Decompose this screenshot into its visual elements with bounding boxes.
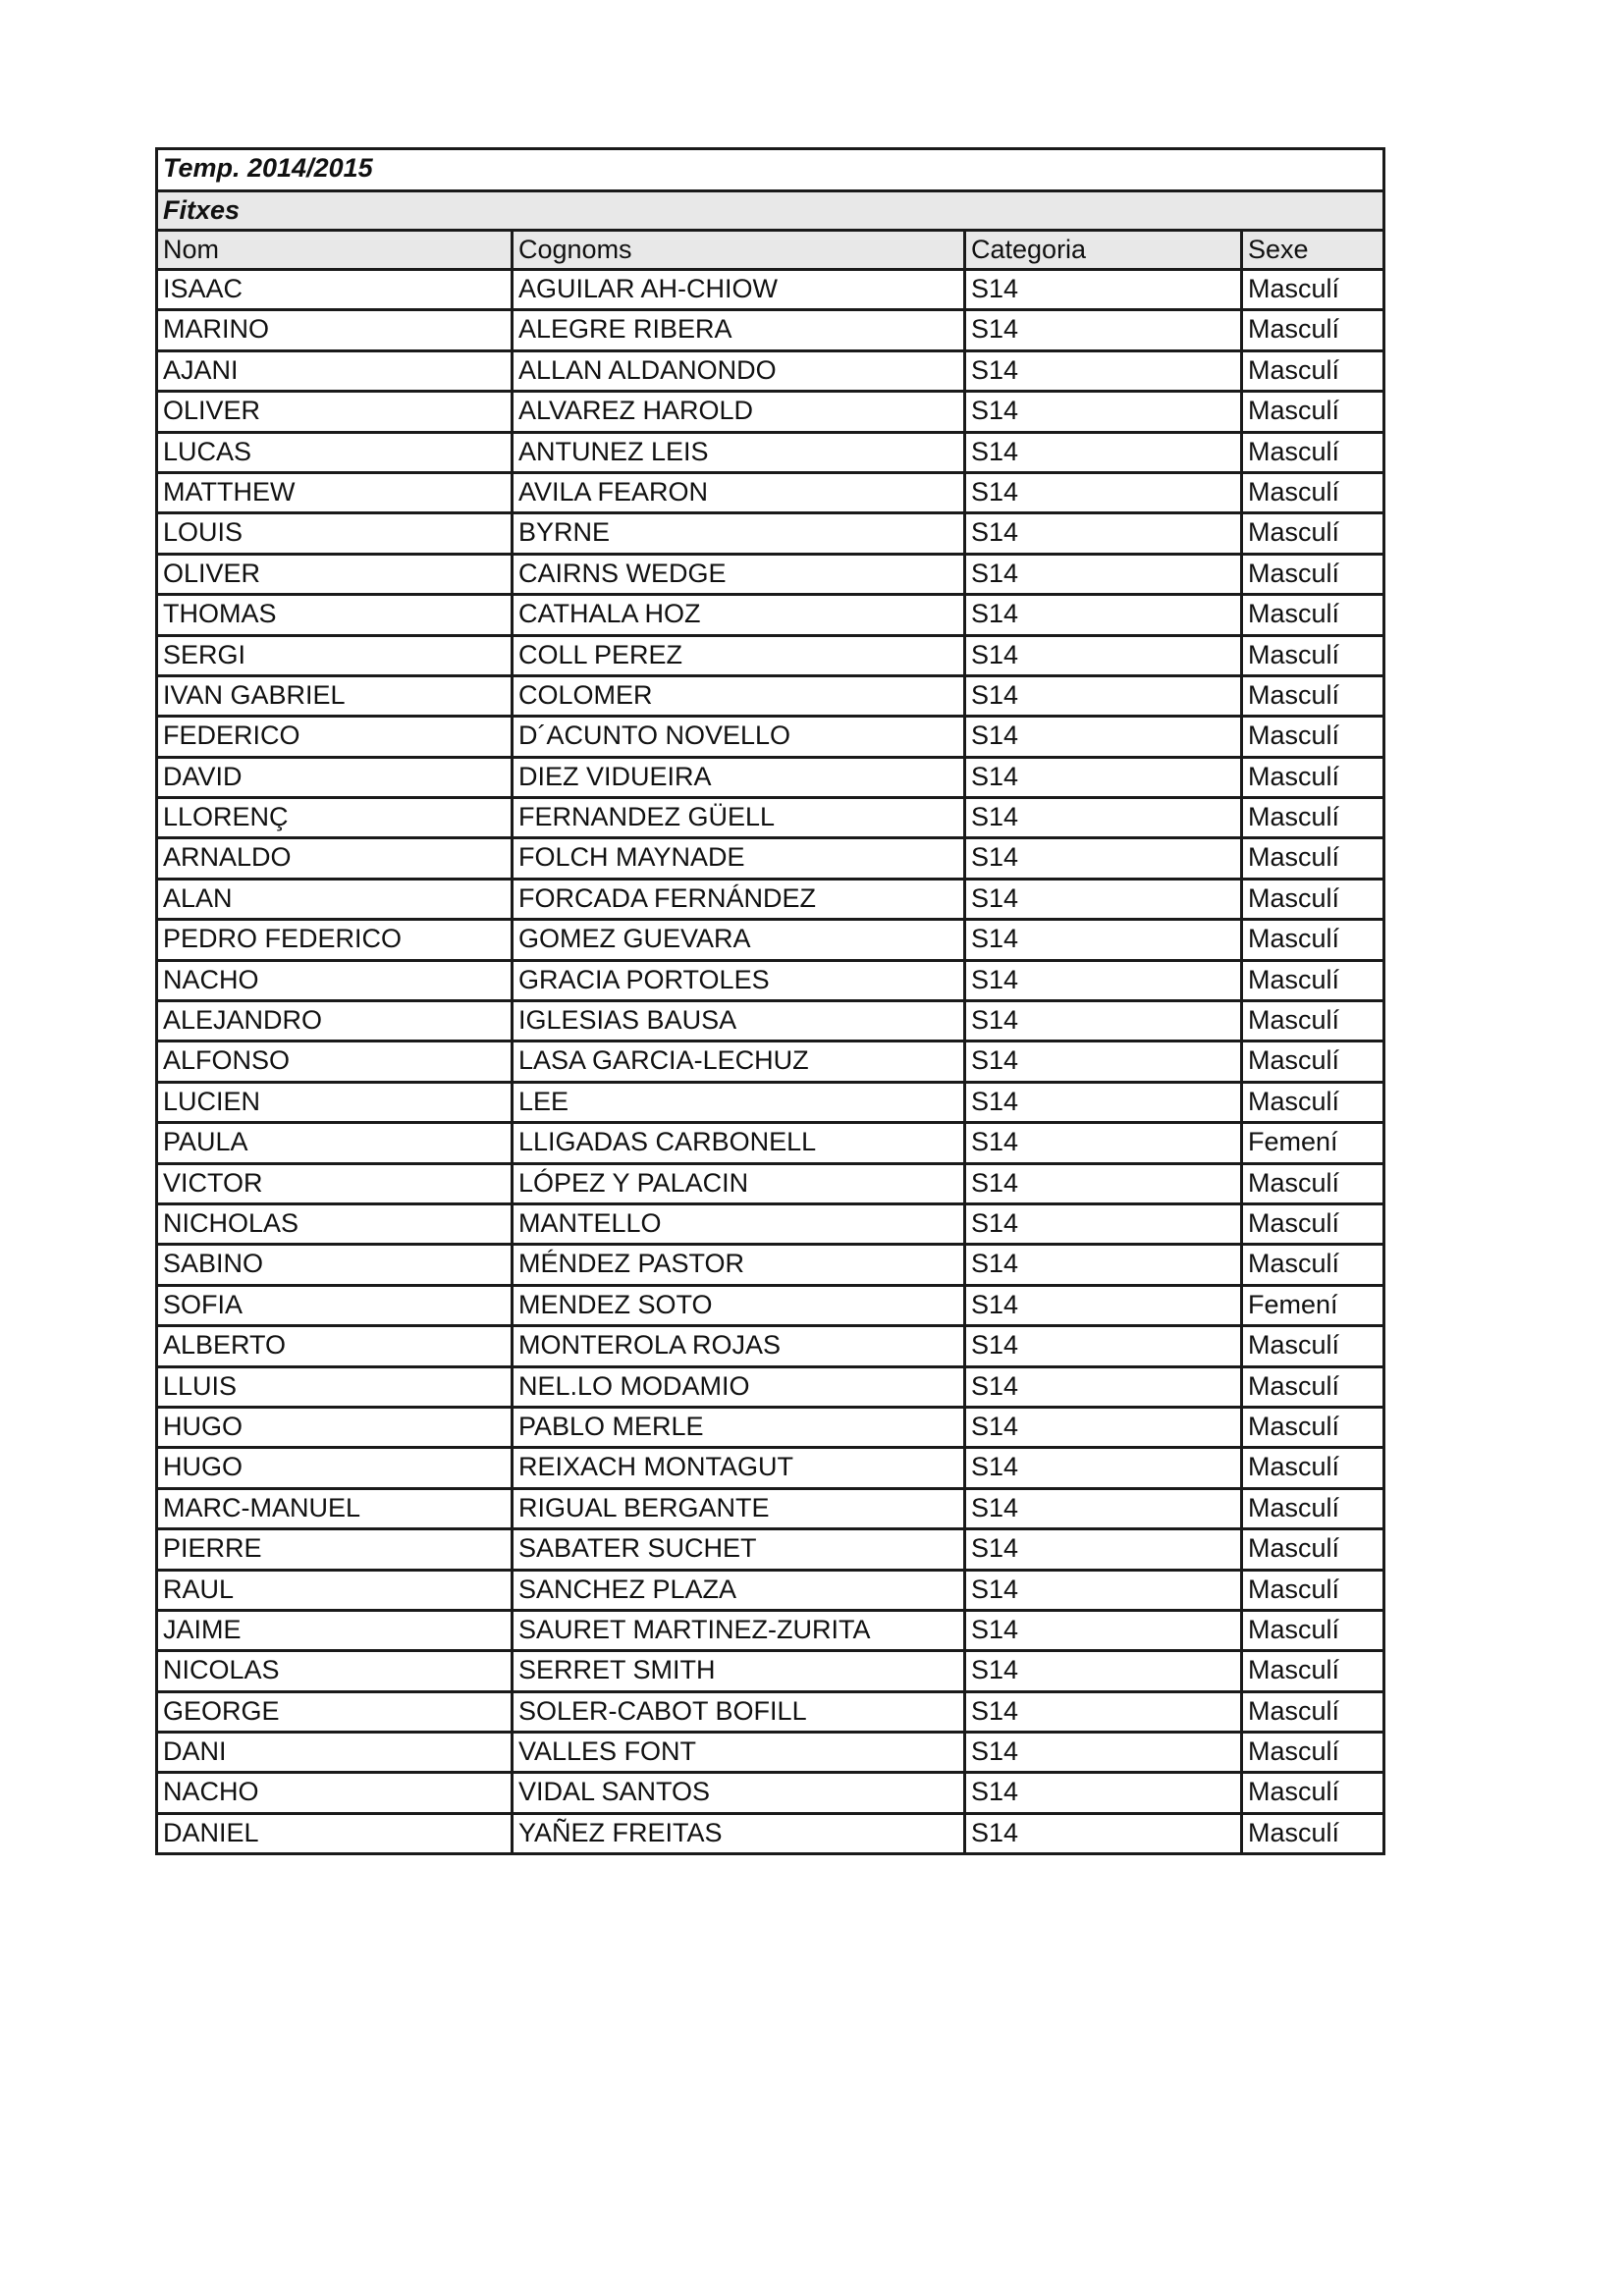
table-row — [158, 1324, 1382, 1364]
cell-sexe: Masculí — [1240, 596, 1382, 633]
cell-nom: OLIVER — [163, 396, 261, 426]
cell-cognoms: LÓPEZ Y PALACIN — [511, 1165, 963, 1202]
cell-nom: PAULA — [163, 1127, 248, 1157]
cell-nom: VICTOR — [163, 1167, 263, 1198]
cell-cognoms: MANTELLO — [511, 1205, 963, 1243]
table-row — [158, 349, 1382, 390]
cell-nom: LLUIS — [163, 1370, 238, 1401]
cell-sexe: Masculí — [1240, 1246, 1382, 1283]
column-header-nom: Nom — [163, 235, 220, 264]
cell-sexe: Masculí — [1240, 434, 1382, 471]
cell-categoria: S14 — [963, 1774, 1240, 1811]
table-row — [158, 308, 1382, 348]
cell-categoria: S14 — [963, 1652, 1240, 1689]
cell-cognoms: LEE — [511, 1084, 963, 1121]
cell-nom: FEDERICO — [163, 721, 300, 751]
cell-categoria: S14 — [963, 1409, 1240, 1446]
cell-sexe: Masculí — [1240, 352, 1382, 390]
cell-sexe: Masculí — [1240, 1612, 1382, 1649]
cell-categoria: S14 — [963, 1002, 1240, 1040]
cell-cognoms: SAURET MARTINEZ-ZURITA — [511, 1612, 963, 1649]
cell-categoria: S14 — [963, 1205, 1240, 1243]
cell-categoria: S14 — [963, 637, 1240, 674]
cell-categoria: S14 — [963, 514, 1240, 552]
table-row — [158, 674, 1382, 715]
cell-categoria: S14 — [963, 1612, 1240, 1649]
table-row — [158, 1040, 1382, 1080]
table-row — [158, 715, 1382, 755]
cell-categoria: S14 — [963, 1327, 1240, 1364]
cell-nom: MARC-MANUEL — [163, 1492, 361, 1522]
table-row — [158, 1527, 1382, 1568]
column-header-categoria: Categoria — [963, 232, 1240, 268]
cell-categoria: S14 — [963, 881, 1240, 918]
cell-cognoms: YAÑEZ FREITAS — [511, 1815, 963, 1852]
table-row — [158, 1243, 1382, 1283]
cell-sexe: Masculí — [1240, 637, 1382, 674]
table-row — [158, 1202, 1382, 1243]
cell-cognoms: GRACIA PORTOLES — [511, 962, 963, 999]
cell-cognoms: LLIGADAS CARBONELL — [511, 1124, 963, 1161]
table-row — [158, 1812, 1382, 1852]
cell-nom: ALBERTO — [163, 1330, 287, 1361]
cell-nom: SOFIA — [163, 1289, 244, 1319]
roster-table — [155, 147, 1385, 1855]
cell-nom: LUCAS — [163, 436, 252, 466]
table-body — [158, 268, 1382, 1852]
title-row — [158, 150, 1382, 189]
cell-sexe: Masculí — [1240, 1815, 1382, 1852]
cell-cognoms: ANTUNEZ LEIS — [511, 434, 963, 471]
table-row — [158, 1569, 1382, 1609]
cell-sexe: Masculí — [1240, 1205, 1382, 1243]
cell-cognoms: SANCHEZ PLAZA — [511, 1572, 963, 1609]
column-header-cognoms: Cognoms — [511, 232, 963, 268]
table-row — [158, 1162, 1382, 1202]
cell-sexe: Masculí — [1240, 311, 1382, 348]
table-row — [158, 1406, 1382, 1446]
cell-sexe: Masculí — [1240, 556, 1382, 593]
table-row — [158, 878, 1382, 918]
cell-nom: SABINO — [163, 1249, 264, 1279]
cell-categoria: S14 — [963, 1084, 1240, 1121]
cell-nom: DANI — [163, 1736, 227, 1767]
cell-cognoms: NEL.LO MODAMIO — [511, 1368, 963, 1406]
cell-nom: HUGO — [163, 1452, 243, 1482]
cell-nom: DANIEL — [163, 1817, 259, 1847]
table-row — [158, 1771, 1382, 1811]
cell-categoria: S14 — [963, 759, 1240, 796]
cell-categoria: S14 — [963, 962, 1240, 999]
cell-nom: AJANI — [163, 354, 239, 385]
cell-cognoms: CATHALA HOZ — [511, 596, 963, 633]
cell-nom: ALEJANDRO — [163, 1005, 323, 1036]
cell-cognoms: MENDEZ SOTO — [511, 1287, 963, 1324]
subtitle-row — [158, 189, 1382, 229]
cell-categoria: S14 — [963, 1490, 1240, 1527]
cell-nom: PEDRO FEDERICO — [163, 924, 403, 954]
cell-categoria: S14 — [963, 718, 1240, 755]
cell-nom: NACHO — [163, 1777, 259, 1807]
cell-sexe: Masculí — [1240, 1368, 1382, 1406]
cell-cognoms: FERNANDEZ GÜELL — [511, 799, 963, 836]
table-row — [158, 390, 1382, 430]
cell-categoria: S14 — [963, 352, 1240, 390]
cell-categoria: S14 — [963, 1368, 1240, 1406]
cell-sexe: Masculí — [1240, 1002, 1382, 1040]
cell-cognoms: REIXACH MONTAGUT — [511, 1449, 963, 1486]
cell-sexe: Masculí — [1240, 1774, 1382, 1811]
cell-sexe: Masculí — [1240, 1409, 1382, 1446]
cell-cognoms: ALLAN ALDANONDO — [511, 352, 963, 390]
table-row — [158, 1081, 1382, 1121]
cell-nom: ALFONSO — [163, 1045, 291, 1076]
cell-sexe: Masculí — [1240, 677, 1382, 715]
table-row — [158, 999, 1382, 1040]
cell-cognoms: RIGUAL BERGANTE — [511, 1490, 963, 1527]
table-row — [158, 1690, 1382, 1731]
cell-sexe: Masculí — [1240, 1693, 1382, 1731]
cell-cognoms: IGLESIAS BAUSA — [511, 1002, 963, 1040]
table-row — [158, 1609, 1382, 1649]
table-row — [158, 796, 1382, 836]
cell-nom: RAUL — [163, 1574, 235, 1604]
cell-nom: DAVID — [163, 761, 243, 791]
cell-cognoms: AVILA FEARON — [511, 474, 963, 511]
cell-categoria: S14 — [963, 1449, 1240, 1486]
cell-nom: MATTHEW — [163, 476, 296, 507]
cell-sexe: Masculí — [1240, 962, 1382, 999]
cell-categoria: S14 — [963, 1124, 1240, 1161]
table-row — [158, 471, 1382, 511]
cell-cognoms: VIDAL SANTOS — [511, 1774, 963, 1811]
cell-nom: LOUIS — [163, 517, 244, 548]
cell-nom: NICOLAS — [163, 1655, 280, 1685]
cell-categoria: S14 — [963, 393, 1240, 430]
cell-cognoms: PABLO MERLE — [511, 1409, 963, 1446]
table-row — [158, 431, 1382, 471]
cell-categoria: S14 — [963, 271, 1240, 308]
cell-sexe: Masculí — [1240, 1530, 1382, 1568]
cell-categoria: S14 — [963, 839, 1240, 877]
cell-sexe: Masculí — [1240, 921, 1382, 958]
table-row — [158, 593, 1382, 633]
cell-nom: NACHO — [163, 964, 259, 994]
cell-categoria: S14 — [963, 474, 1240, 511]
cell-sexe: Masculí — [1240, 1652, 1382, 1689]
cell-nom: NICHOLAS — [163, 1207, 299, 1238]
cell-cognoms: VALLES FONT — [511, 1734, 963, 1771]
cell-sexe: Masculí — [1240, 271, 1382, 308]
cell-nom: ALAN — [163, 882, 233, 913]
cell-nom: LLORENÇ — [163, 802, 289, 832]
cell-categoria: S14 — [963, 434, 1240, 471]
cell-sexe: Masculí — [1240, 514, 1382, 552]
cell-cognoms: ALEGRE RIBERA — [511, 311, 963, 348]
cell-sexe: Masculí — [1240, 799, 1382, 836]
cell-categoria: S14 — [963, 1572, 1240, 1609]
cell-sexe: Masculí — [1240, 474, 1382, 511]
section-title: Fitxes — [163, 195, 241, 225]
table-row — [158, 511, 1382, 552]
cell-sexe: Masculí — [1240, 881, 1382, 918]
cell-sexe: Masculí — [1240, 1327, 1382, 1364]
column-header-sexe: Sexe — [1240, 232, 1382, 268]
cell-sexe: Masculí — [1240, 1449, 1382, 1486]
cell-sexe: Masculí — [1240, 1490, 1382, 1527]
cell-cognoms: D´ACUNTO NOVELLO — [511, 718, 963, 755]
table-row — [158, 1649, 1382, 1689]
cell-sexe: Masculí — [1240, 1084, 1382, 1121]
cell-categoria: S14 — [963, 596, 1240, 633]
cell-nom: HUGO — [163, 1411, 243, 1441]
cell-categoria: S14 — [963, 1693, 1240, 1731]
table-row — [158, 268, 1382, 308]
table-row — [158, 1731, 1382, 1771]
cell-cognoms: MÉNDEZ PASTOR — [511, 1246, 963, 1283]
table-row — [158, 756, 1382, 796]
table-row — [158, 1365, 1382, 1406]
cell-cognoms: FOLCH MAYNADE — [511, 839, 963, 877]
cell-cognoms: SOLER-CABOT BOFILL — [511, 1693, 963, 1731]
cell-categoria: S14 — [963, 1246, 1240, 1283]
cell-cognoms: AGUILAR AH-CHIOW — [511, 271, 963, 308]
cell-cognoms: DIEZ VIDUEIRA — [511, 759, 963, 796]
table-row — [158, 1121, 1382, 1161]
cell-sexe: Masculí — [1240, 393, 1382, 430]
cell-nom: IVAN GABRIEL — [163, 679, 346, 710]
header-row — [158, 229, 1382, 268]
cell-cognoms: SERRET SMITH — [511, 1652, 963, 1689]
cell-categoria: S14 — [963, 311, 1240, 348]
cell-categoria: S14 — [963, 677, 1240, 715]
table-row — [158, 959, 1382, 999]
table-row — [158, 1284, 1382, 1324]
cell-cognoms: LASA GARCIA-LECHUZ — [511, 1042, 963, 1080]
cell-cognoms: COLL PEREZ — [511, 637, 963, 674]
cell-nom: THOMAS — [163, 599, 277, 629]
cell-nom: ARNALDO — [163, 842, 292, 873]
cell-categoria: S14 — [963, 1165, 1240, 1202]
table-row — [158, 553, 1382, 593]
cell-nom: OLIVER — [163, 558, 261, 588]
cell-sexe: Masculí — [1240, 718, 1382, 755]
cell-sexe: Masculí — [1240, 759, 1382, 796]
cell-sexe: Masculí — [1240, 1572, 1382, 1609]
cell-sexe: Masculí — [1240, 1165, 1382, 1202]
cell-categoria: S14 — [963, 1042, 1240, 1080]
cell-categoria: S14 — [963, 556, 1240, 593]
cell-nom: SERGI — [163, 639, 246, 669]
cell-categoria: S14 — [963, 921, 1240, 958]
season-title: Temp. 2014/2015 — [163, 153, 373, 183]
cell-cognoms: SABATER SUCHET — [511, 1530, 963, 1568]
cell-cognoms: BYRNE — [511, 514, 963, 552]
cell-nom: ISAAC — [163, 274, 244, 303]
cell-nom: JAIME — [163, 1614, 242, 1644]
table-row — [158, 1487, 1382, 1527]
cell-categoria: S14 — [963, 1734, 1240, 1771]
cell-cognoms: FORCADA FERNÁNDEZ — [511, 881, 963, 918]
table-row — [158, 1446, 1382, 1486]
cell-categoria: S14 — [963, 1287, 1240, 1324]
table-row — [158, 634, 1382, 674]
cell-nom: MARINO — [163, 314, 269, 345]
cell-sexe: Femení — [1240, 1287, 1382, 1324]
cell-nom: GEORGE — [163, 1695, 280, 1726]
table-row — [158, 918, 1382, 958]
cell-sexe: Masculí — [1240, 1734, 1382, 1771]
cell-categoria: S14 — [963, 799, 1240, 836]
cell-categoria: S14 — [963, 1530, 1240, 1568]
cell-nom: LUCIEN — [163, 1086, 261, 1116]
cell-sexe: Masculí — [1240, 1042, 1382, 1080]
cell-cognoms: COLOMER — [511, 677, 963, 715]
cell-cognoms: GOMEZ GUEVARA — [511, 921, 963, 958]
cell-sexe: Masculí — [1240, 839, 1382, 877]
cell-cognoms: MONTEROLA ROJAS — [511, 1327, 963, 1364]
cell-categoria: S14 — [963, 1815, 1240, 1852]
table-row — [158, 836, 1382, 877]
cell-nom: PIERRE — [163, 1533, 262, 1564]
cell-cognoms: CAIRNS WEDGE — [511, 556, 963, 593]
cell-cognoms: ALVAREZ HAROLD — [511, 393, 963, 430]
cell-sexe: Femení — [1240, 1124, 1382, 1161]
